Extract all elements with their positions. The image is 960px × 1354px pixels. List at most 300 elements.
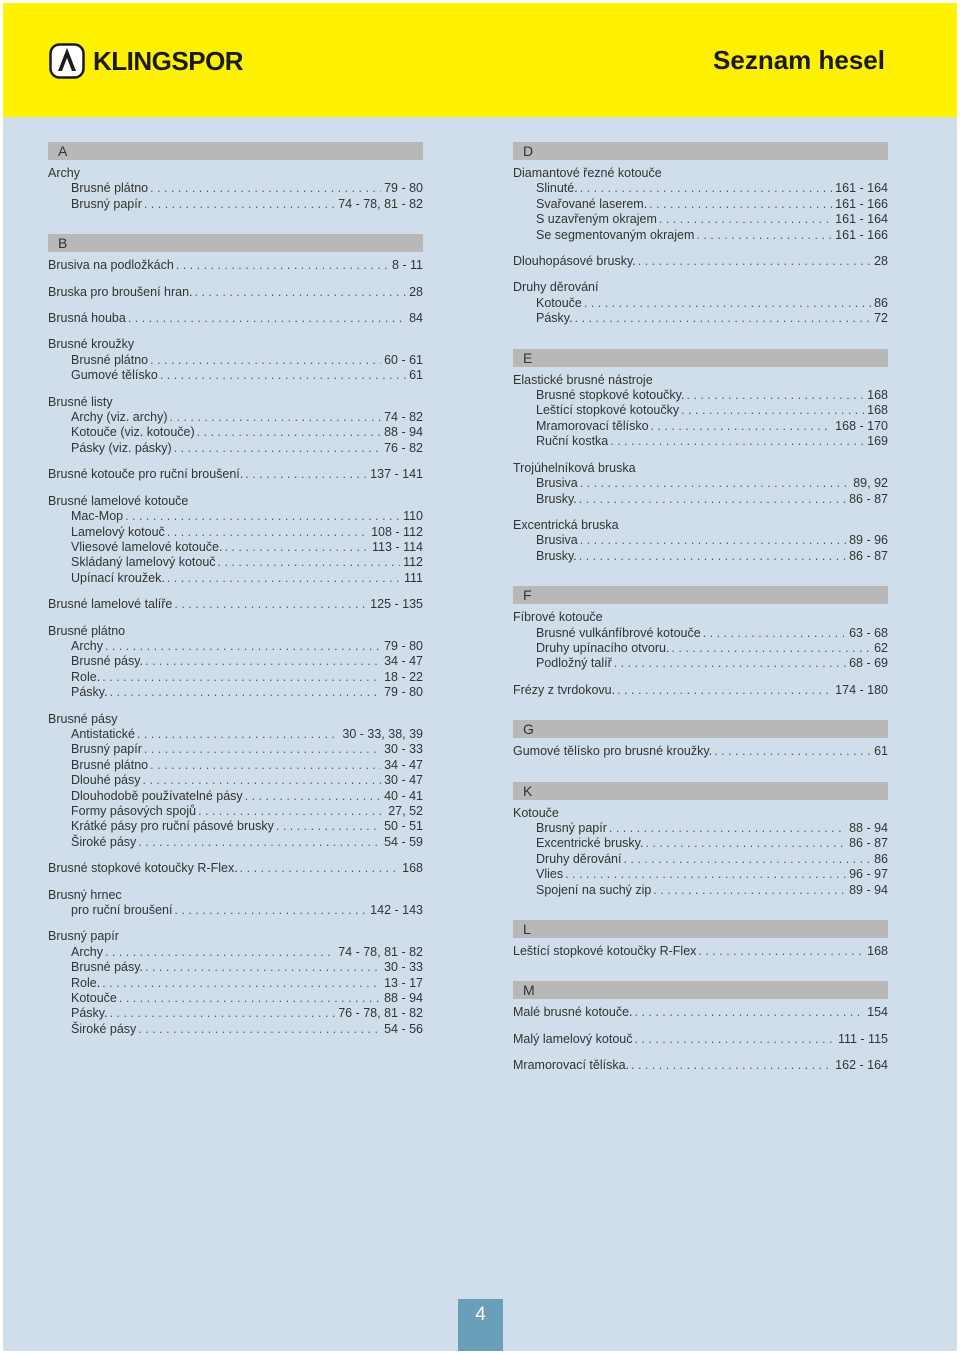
index-entry bbox=[513, 806, 888, 821]
entry-page: 79 - 80 bbox=[384, 638, 423, 653]
index-subentry bbox=[513, 867, 888, 882]
entry-page: 76 - 82 bbox=[384, 440, 423, 455]
entry-page: 61 bbox=[409, 368, 423, 383]
dot-leader bbox=[649, 197, 832, 212]
dot-leader bbox=[105, 639, 381, 654]
entry-page: 174 - 180 bbox=[835, 682, 888, 697]
dot-leader bbox=[659, 212, 832, 227]
entry-page: 161 - 166 bbox=[835, 196, 888, 211]
entry-term: Skládaný lamelový kotouč bbox=[71, 555, 216, 570]
entry-term: Pásky. bbox=[536, 311, 573, 326]
entry-term: Mramorovací tělíska. bbox=[513, 1058, 630, 1073]
klingspor-logo-icon bbox=[49, 43, 85, 79]
dot-leader bbox=[110, 685, 381, 700]
index-subentry bbox=[48, 639, 423, 654]
entry-term: Brusné lamelové kotouče bbox=[48, 493, 189, 508]
index-entry bbox=[513, 610, 888, 625]
entry-term: Brusné pásy. bbox=[71, 960, 144, 975]
entry-term: Brusné plátno bbox=[48, 623, 126, 638]
dot-leader bbox=[580, 181, 832, 196]
dot-leader bbox=[150, 758, 381, 773]
entry-term: Gumové tělísko bbox=[71, 368, 158, 383]
dot-leader bbox=[150, 181, 381, 196]
index-subentry bbox=[48, 1022, 423, 1037]
dot-leader bbox=[696, 228, 832, 243]
entry-term: Dlouhopásové brusky. bbox=[513, 254, 636, 269]
index-subentry bbox=[513, 836, 888, 851]
entry-page: 76 - 78, 81 - 82 bbox=[338, 1006, 423, 1021]
index-entry bbox=[48, 337, 423, 352]
dot-leader bbox=[137, 727, 339, 742]
entry-term: Pásky. bbox=[71, 685, 108, 700]
entry-page: 96 - 97 bbox=[849, 867, 888, 882]
entry-term: Vliesové lamelové kotouče. bbox=[71, 539, 223, 554]
entry-term: Leštící stopkové kotoučky R-Flex bbox=[513, 944, 697, 958]
entry-term: Brusné vulkánfíbrové kotouče bbox=[536, 625, 701, 640]
entry-term: Diamantové řezné kotouče bbox=[513, 166, 662, 180]
index-subentry bbox=[513, 883, 888, 898]
index-entry bbox=[48, 395, 423, 410]
entry-page: 168 bbox=[867, 403, 888, 418]
index-entry bbox=[48, 311, 423, 326]
index-subentry bbox=[48, 835, 423, 850]
dot-leader bbox=[174, 441, 381, 456]
entry-term: Brusný papír bbox=[48, 929, 119, 944]
brand-logo bbox=[49, 41, 243, 81]
dot-leader bbox=[195, 285, 407, 300]
entry-term: Kotouče bbox=[536, 295, 582, 310]
index-subentry bbox=[513, 626, 888, 641]
entry-page: 50 - 51 bbox=[384, 819, 423, 834]
entry-term: Spojení na suchý zip bbox=[536, 882, 652, 897]
index-entry-block bbox=[513, 806, 888, 898]
dot-leader bbox=[150, 353, 381, 368]
dot-leader bbox=[176, 258, 389, 273]
entry-page: 54 - 59 bbox=[384, 834, 423, 849]
entry-page: 108 - 112 bbox=[371, 524, 423, 539]
entry-page: 30 - 33 bbox=[384, 742, 423, 757]
entry-term: Brusiva bbox=[536, 476, 578, 491]
index-column-left bbox=[48, 142, 423, 1037]
entry-page: 86 - 87 bbox=[849, 836, 888, 851]
entry-term: Brusný papír bbox=[71, 742, 142, 757]
entry-page: 86 bbox=[874, 851, 888, 866]
entry-term: Ruční kostka bbox=[536, 434, 609, 449]
entry-term: Brusné lamelové talíře bbox=[48, 597, 173, 612]
index-entry bbox=[513, 1058, 888, 1073]
index-entry bbox=[48, 861, 423, 876]
entry-term: S uzavřeným okrajem bbox=[536, 212, 657, 227]
entry-page: 89, 92 bbox=[853, 476, 888, 491]
index-subentry bbox=[48, 571, 423, 586]
index-entry-block bbox=[513, 280, 888, 326]
index-entry-block bbox=[48, 467, 423, 482]
index-subentry bbox=[48, 540, 423, 555]
entry-term: Archy bbox=[71, 944, 103, 959]
index-entry bbox=[48, 258, 423, 273]
entry-term: Malý lamelový kotouč bbox=[513, 1031, 633, 1046]
index-subentry bbox=[513, 821, 888, 836]
entry-term: Archy bbox=[48, 166, 80, 180]
entry-term: Brusiva na podložkách bbox=[48, 258, 174, 273]
index-subentry bbox=[513, 533, 888, 548]
index-subentry bbox=[48, 773, 423, 788]
index-subentry bbox=[48, 654, 423, 669]
entry-term: Brusné stopkové kotoučky R-Flex. bbox=[48, 861, 238, 876]
entry-term: Brusné kotouče pro ruční broušení. bbox=[48, 467, 244, 482]
dot-leader bbox=[144, 197, 335, 212]
index-column-right bbox=[513, 142, 888, 1074]
dot-leader bbox=[617, 683, 832, 698]
entry-term: Brusné kroužky bbox=[48, 337, 135, 352]
entry-term: Mramorovací tělísko bbox=[536, 418, 649, 433]
index-entry-block bbox=[48, 888, 423, 919]
index-entry-block bbox=[48, 166, 423, 212]
section-letter-k: K bbox=[513, 782, 888, 800]
index-entry-block bbox=[48, 395, 423, 457]
index-subentry bbox=[48, 685, 423, 700]
index-entry-block bbox=[513, 254, 888, 269]
index-subentry bbox=[48, 727, 423, 742]
entry-page: 72 bbox=[874, 311, 888, 326]
entry-page: 88 - 94 bbox=[849, 820, 888, 835]
entry-term: Široké pásy bbox=[71, 834, 137, 849]
dot-leader bbox=[653, 883, 846, 898]
entry-term: Fíbrové kotouče bbox=[513, 610, 603, 625]
entry-page: 161 - 166 bbox=[835, 227, 888, 242]
index-subentry bbox=[48, 960, 423, 975]
dot-leader bbox=[160, 368, 406, 383]
index-subentry bbox=[513, 476, 888, 491]
index-entry bbox=[513, 1032, 888, 1047]
entry-page: 111 - 115 bbox=[837, 1031, 888, 1046]
entry-term: Trojúhelníková bruska bbox=[513, 460, 636, 475]
dot-leader bbox=[224, 540, 369, 555]
index-subentry bbox=[513, 403, 888, 418]
index-entry-block bbox=[513, 1005, 888, 1020]
entry-page: 111 bbox=[403, 570, 423, 585]
index-subentry bbox=[48, 555, 423, 570]
section-letter-g: G bbox=[513, 720, 888, 738]
index-entry bbox=[513, 744, 888, 759]
index-subentry bbox=[48, 353, 423, 368]
entry-term: Role. bbox=[71, 975, 101, 990]
dot-leader bbox=[170, 410, 382, 425]
index-entry bbox=[48, 285, 423, 300]
entry-page: 68 - 69 bbox=[849, 656, 888, 671]
entry-page: 161 - 164 bbox=[835, 212, 888, 227]
index-subentry bbox=[513, 228, 888, 243]
index-entry-block bbox=[48, 624, 423, 701]
dot-leader bbox=[138, 835, 381, 850]
entry-page: 86 bbox=[874, 295, 888, 310]
entry-page: 168 bbox=[867, 944, 888, 958]
dot-leader bbox=[105, 945, 335, 960]
entry-term: Brusné plátno bbox=[71, 757, 149, 772]
dot-leader bbox=[614, 656, 846, 671]
entry-term: Brusné listy bbox=[48, 394, 113, 409]
dot-leader bbox=[714, 744, 871, 759]
entry-term: Slinuté. bbox=[536, 181, 578, 196]
entry-term: Brusné pásy bbox=[48, 711, 118, 726]
index-subentry bbox=[48, 509, 423, 524]
entry-term: Kotouče bbox=[71, 991, 117, 1006]
index-subentry bbox=[48, 525, 423, 540]
index-entry bbox=[513, 280, 888, 295]
index-subentry bbox=[48, 945, 423, 960]
entry-term: Mac-Mop bbox=[71, 509, 124, 524]
dot-leader bbox=[102, 670, 381, 685]
entry-term: Bruska pro broušení hran. bbox=[48, 284, 193, 299]
entry-page: 74 - 82 bbox=[384, 410, 423, 425]
entry-page: 86 - 87 bbox=[849, 548, 888, 563]
index-subentry bbox=[513, 656, 888, 671]
entry-term: Frézy z tvrdokovu. bbox=[513, 682, 616, 697]
index-subentry bbox=[513, 388, 888, 403]
index-subentry bbox=[513, 419, 888, 434]
entry-term: Brusky. bbox=[536, 548, 577, 563]
dot-leader bbox=[218, 555, 401, 570]
entry-term: Gumové tělísko pro brusné kroužky. bbox=[513, 744, 713, 759]
dot-leader bbox=[623, 852, 871, 867]
entry-term: Malé brusné kotouče. bbox=[513, 1005, 633, 1020]
index-subentry bbox=[513, 852, 888, 867]
entry-page: 113 - 114 bbox=[372, 539, 423, 554]
index-entry-block bbox=[48, 597, 423, 612]
entry-page: 30 - 33, 38, 39 bbox=[342, 726, 423, 741]
entry-term: Archy bbox=[71, 638, 103, 653]
dot-leader bbox=[174, 903, 367, 918]
index-subentry bbox=[48, 368, 423, 383]
entry-term: Brusný papír bbox=[536, 820, 607, 835]
index-subentry bbox=[513, 492, 888, 507]
entry-page: 161 - 164 bbox=[835, 181, 888, 196]
index-subentry bbox=[48, 758, 423, 773]
entry-term: Pásky (viz. pásky) bbox=[71, 440, 172, 455]
entry-page: 125 - 135 bbox=[370, 597, 423, 612]
dot-leader bbox=[144, 742, 381, 757]
section-letter-a: A bbox=[48, 142, 423, 160]
index-entry bbox=[48, 712, 423, 727]
index-entry-block bbox=[513, 461, 888, 507]
index-entry-block bbox=[48, 494, 423, 586]
dot-leader bbox=[579, 549, 846, 564]
index-subentry bbox=[48, 991, 423, 1006]
entry-page: 54 - 56 bbox=[384, 1021, 423, 1036]
entry-term: Krátké pásy pro ruční pásové brusky bbox=[71, 819, 274, 834]
entry-term: Svařované laserem. bbox=[536, 196, 648, 211]
index-subentry bbox=[48, 197, 423, 212]
entry-page: 60 - 61 bbox=[384, 352, 423, 367]
dot-leader bbox=[128, 311, 406, 326]
section-letter-b: B bbox=[48, 234, 423, 252]
index-subentry bbox=[513, 212, 888, 227]
dot-leader bbox=[245, 789, 381, 804]
entry-term: Antistatické bbox=[71, 726, 135, 741]
dot-leader bbox=[245, 467, 367, 482]
dot-leader bbox=[143, 773, 382, 788]
entry-page: 154 bbox=[867, 1005, 888, 1020]
index-entry bbox=[513, 166, 888, 181]
dot-leader bbox=[645, 836, 846, 851]
entry-term: pro ruční broušení bbox=[71, 903, 173, 918]
dot-leader bbox=[635, 1032, 835, 1047]
section-letter-m: M bbox=[513, 981, 888, 999]
entry-term: Kotouče (viz. kotouče) bbox=[71, 425, 195, 440]
dot-leader bbox=[686, 388, 864, 403]
entry-term: Podložný talíř bbox=[536, 656, 612, 671]
index-subentry bbox=[48, 181, 423, 196]
entry-page: 28 bbox=[874, 254, 888, 269]
entry-page: 162 - 164 bbox=[835, 1058, 888, 1073]
index-subentry bbox=[48, 804, 423, 819]
section-letter-f: F bbox=[513, 586, 888, 604]
dot-leader bbox=[580, 533, 846, 548]
index-subentry bbox=[48, 670, 423, 685]
dot-leader bbox=[174, 597, 367, 612]
entry-page: 137 - 141 bbox=[370, 467, 423, 482]
entry-term: Excentrické brusky. bbox=[536, 836, 644, 851]
index-entry bbox=[513, 944, 888, 959]
entry-term: Druhy děrování bbox=[536, 851, 622, 866]
entry-page: 89 - 96 bbox=[849, 533, 888, 548]
index-entry-block bbox=[513, 1058, 888, 1073]
index-entry bbox=[513, 1005, 888, 1020]
dot-leader bbox=[119, 991, 381, 1006]
index-subentry bbox=[513, 641, 888, 656]
entry-term: Lamelový kotouč bbox=[71, 524, 165, 539]
index-entry-block bbox=[48, 929, 423, 1037]
index-subentry bbox=[48, 410, 423, 425]
dot-leader bbox=[609, 821, 846, 836]
index-entry-block bbox=[513, 610, 888, 672]
page-header bbox=[3, 3, 957, 117]
dot-leader bbox=[125, 509, 400, 524]
index-entry bbox=[48, 166, 423, 181]
dot-leader bbox=[638, 254, 871, 269]
index-entry bbox=[513, 518, 888, 533]
index-entry bbox=[513, 461, 888, 476]
entry-page: 30 - 33 bbox=[384, 960, 423, 975]
entry-term: Formy pásových spojů bbox=[71, 804, 197, 818]
entry-page: 168 - 170 bbox=[835, 418, 888, 433]
index-subentry bbox=[513, 197, 888, 212]
section-letter-e: E bbox=[513, 349, 888, 367]
entry-term: Brusný papír bbox=[71, 196, 142, 211]
entry-term: Brusné stopkové kotoučky. bbox=[536, 388, 685, 403]
entry-term: Brusná houba bbox=[48, 311, 126, 326]
entry-page: 89 - 94 bbox=[849, 882, 888, 897]
entry-page: 88 - 94 bbox=[384, 991, 423, 1006]
index-entry-block bbox=[513, 373, 888, 450]
dot-leader bbox=[197, 425, 381, 440]
entry-term: Brusný hrnec bbox=[48, 887, 122, 902]
index-entry-block bbox=[513, 944, 888, 959]
index-subentry bbox=[513, 311, 888, 326]
entry-page: 86 - 87 bbox=[849, 491, 888, 506]
dot-leader bbox=[276, 819, 381, 834]
entry-page: 74 - 78, 81 - 82 bbox=[338, 196, 423, 211]
dot-leader bbox=[240, 861, 399, 876]
entry-page: 110 bbox=[403, 509, 423, 524]
index-entry-block bbox=[48, 258, 423, 273]
entry-page: 27, 52 bbox=[388, 804, 423, 818]
page-number: 4 bbox=[458, 1299, 503, 1351]
dot-leader bbox=[681, 403, 864, 418]
dot-leader bbox=[610, 434, 864, 449]
section-letter-d: D bbox=[513, 142, 888, 160]
page-title: Seznam hesel bbox=[713, 45, 885, 75]
index-entry bbox=[513, 683, 888, 698]
entry-page: 84 bbox=[409, 311, 423, 326]
index-entry-block bbox=[48, 311, 423, 326]
index-subentry bbox=[48, 742, 423, 757]
dot-leader bbox=[138, 1022, 381, 1037]
entry-term: Brusné pásy. bbox=[71, 654, 144, 669]
entry-page: 30 - 47 bbox=[384, 773, 423, 788]
brand-name: KLINGSPOR bbox=[93, 45, 244, 76]
dot-leader bbox=[651, 419, 833, 434]
entry-page: 79 - 80 bbox=[384, 685, 423, 700]
dot-leader bbox=[671, 641, 871, 656]
index-subentry bbox=[513, 549, 888, 564]
entry-page: 62 bbox=[874, 640, 888, 655]
index-entry-block bbox=[513, 744, 888, 759]
index-entry bbox=[513, 254, 888, 269]
entry-page: 28 bbox=[409, 284, 423, 299]
dot-leader bbox=[110, 1006, 336, 1021]
entry-page: 142 - 143 bbox=[370, 903, 423, 918]
dot-leader bbox=[703, 626, 846, 641]
dot-leader bbox=[579, 492, 846, 507]
dot-leader bbox=[167, 571, 401, 586]
index-entry bbox=[513, 373, 888, 388]
index-subentry bbox=[48, 976, 423, 991]
entry-term: Elastické brusné nástroje bbox=[513, 372, 653, 387]
entry-term: Role. bbox=[71, 669, 101, 684]
dot-leader bbox=[580, 476, 851, 491]
index-entry bbox=[48, 624, 423, 639]
index-subentry bbox=[48, 425, 423, 440]
index-subentry bbox=[48, 1006, 423, 1021]
index-entry bbox=[48, 494, 423, 509]
entry-term: Brusky. bbox=[536, 491, 577, 506]
entry-term: Upínací kroužek. bbox=[71, 570, 165, 585]
entry-term: Brusné plátno bbox=[71, 181, 149, 196]
entry-page: 79 - 80 bbox=[384, 181, 423, 196]
entry-page: 74 - 78, 81 - 82 bbox=[338, 944, 423, 959]
index-subentry bbox=[48, 441, 423, 456]
dot-leader bbox=[198, 804, 385, 819]
index-subentry bbox=[513, 434, 888, 449]
index-entry bbox=[48, 929, 423, 944]
entry-term: Vlies bbox=[536, 867, 564, 882]
entry-page: 34 - 47 bbox=[384, 654, 423, 669]
entry-page: 34 - 47 bbox=[384, 757, 423, 772]
entry-term: Široké pásy bbox=[71, 1021, 137, 1036]
index-entry bbox=[48, 597, 423, 612]
entry-term: Excentrická bruska bbox=[513, 517, 619, 532]
dot-leader bbox=[698, 944, 864, 959]
dot-leader bbox=[635, 1005, 865, 1020]
dot-leader bbox=[145, 654, 381, 669]
index-entry-block bbox=[513, 683, 888, 698]
entry-term: Druhy upínacího otvoru. bbox=[536, 640, 670, 655]
entry-page: 13 - 17 bbox=[384, 975, 423, 990]
index-subentry bbox=[513, 296, 888, 311]
index-entry-block bbox=[513, 166, 888, 243]
entry-term: Dlouhodobě používatelné pásy bbox=[71, 788, 243, 803]
